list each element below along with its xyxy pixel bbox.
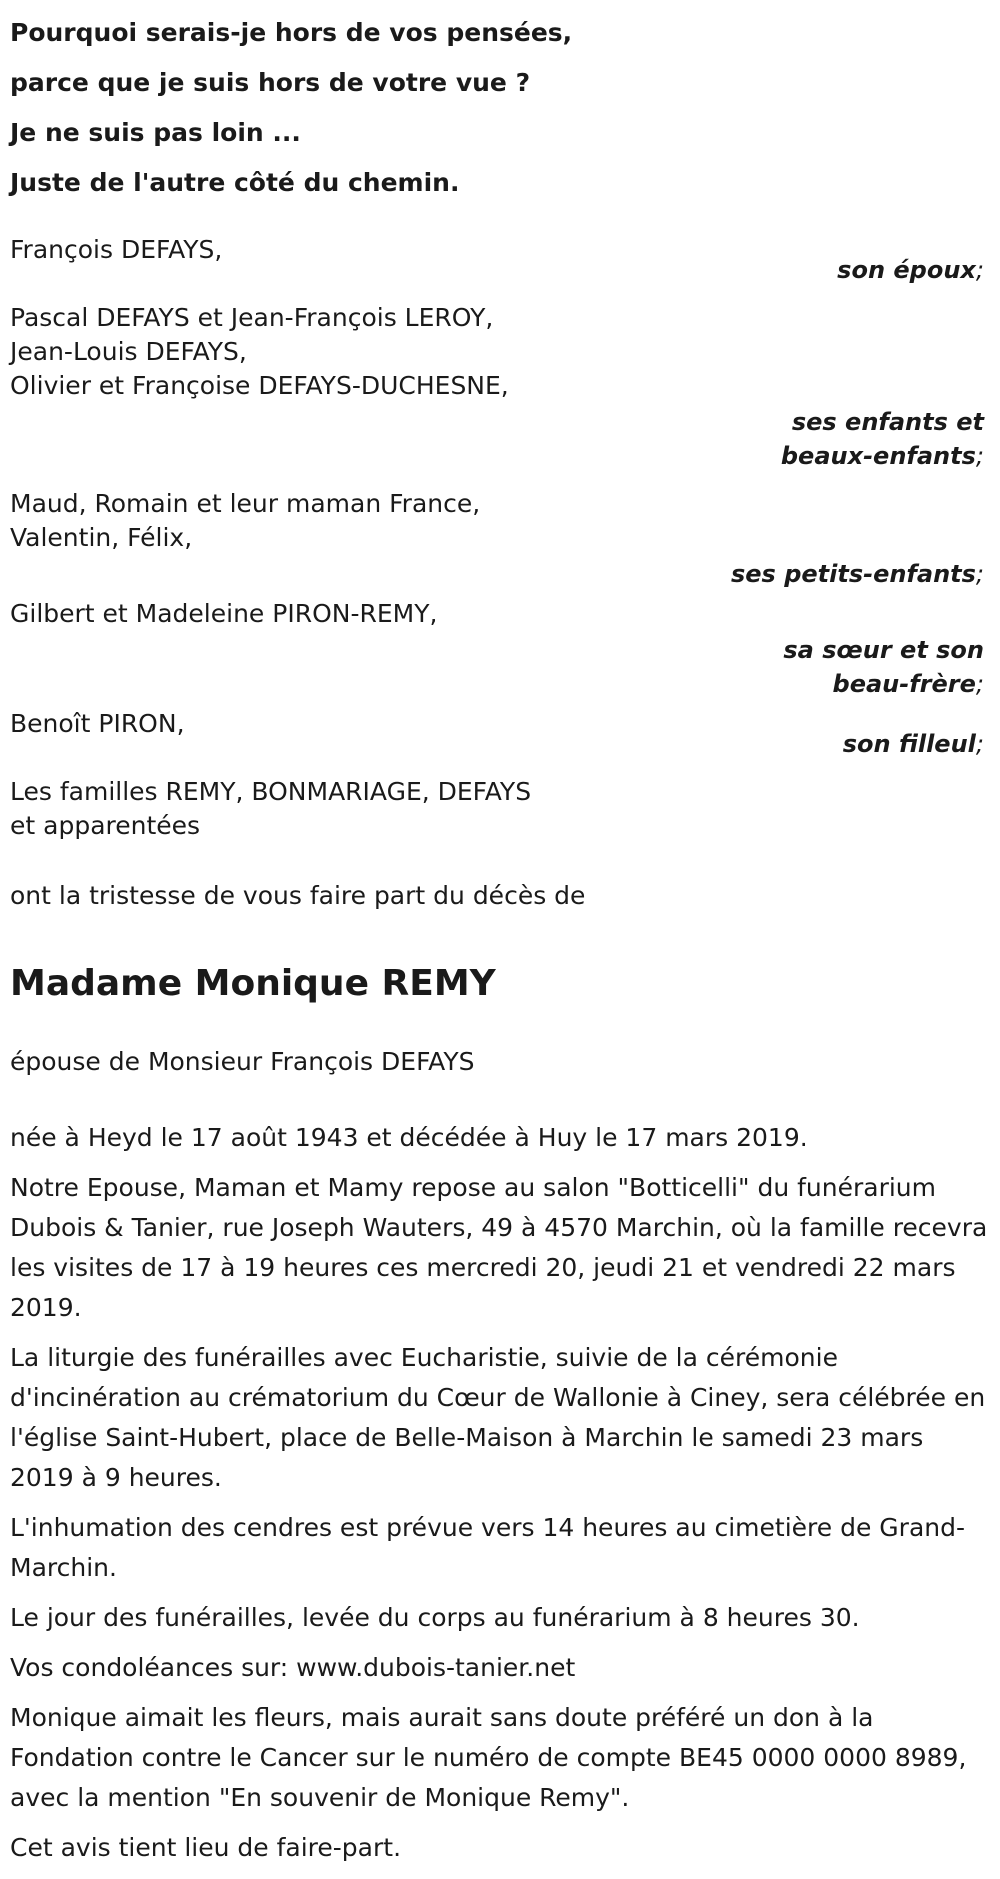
- family-group-sibling: [10, 594, 990, 704]
- poem-line: Juste de l'autre côté du chemin.: [10, 168, 460, 197]
- deceased-name: Madame Monique REMY: [10, 963, 496, 1004]
- relation-suffix: ;: [975, 560, 984, 588]
- family-group-godson: [10, 704, 990, 764]
- announcement-line: ont la tristesse de vous faire part du décès de: [10, 881, 586, 910]
- poem-line: Je ne suis pas loin ...: [10, 118, 301, 147]
- details: [10, 1118, 990, 1868]
- birth-death-paragraph: née à Heyd le 17 août 1943 et décédée à Huy le 17 mars 2019.: [10, 1123, 808, 1152]
- family-group-grandchildren: [10, 484, 990, 594]
- relation-label: [10, 554, 990, 594]
- condolences-paragraph: Vos condoléances sur: www.dubois-tanier.net: [10, 1653, 576, 1682]
- relation-suffix: ;: [975, 256, 984, 284]
- family-name-line: Benoît PIRON,: [10, 709, 185, 738]
- family-name-line: Olivier et Françoise DEFAYS-DUCHESNE,: [10, 371, 509, 400]
- family-group-families: [10, 772, 990, 846]
- poem: [10, 8, 990, 208]
- spouse-line: épouse de Monsieur François DEFAYS: [10, 1047, 475, 1076]
- relation-text: son filleul: [842, 730, 976, 758]
- relation-text: beaux-enfants: [780, 442, 976, 470]
- family-name-line: Maud, Romain et leur maman France,: [10, 489, 481, 518]
- relation-label: [10, 436, 990, 476]
- family-name-line: Gilbert et Madeleine PIRON-REMY,: [10, 599, 438, 628]
- relation-suffix: ;: [975, 670, 984, 698]
- closing-paragraph: Cet avis tient lieu de faire-part.: [10, 1833, 402, 1862]
- relation-text: beau-frère: [832, 670, 976, 698]
- family-name-line: Jean-Louis DEFAYS,: [10, 337, 247, 366]
- relation-suffix: ;: [975, 730, 984, 758]
- family-list: [10, 230, 990, 846]
- family-group-children: [10, 298, 990, 476]
- relation-text: ses petits-enfants: [730, 560, 976, 588]
- visitation-paragraph: Notre Epouse, Maman et Mamy repose au salon "Botticelli" du funérarium Dubois & Tanier, rue Joseph Wauters, 49 à 4570 Marchin, où la famille recevra les visites de 17 à 19 heures ces mercredi 20, jeudi 21 et vendredi 22 mars 2019.: [10, 1173, 988, 1322]
- family-name-line: François DEFAYS,: [10, 235, 223, 264]
- liturgy-paragraph: La liturgie des funérailles avec Eucharistie, suivie de la cérémonie d'incinération au crématorium du Cœur de Wallonie à Ciney, sera célébrée en l'église Saint-Hubert, place de Belle-Maison à Marchin le samedi 23 mars 2019 à 9 heures.: [10, 1343, 986, 1492]
- family-group-spouse: [10, 230, 990, 290]
- relation-suffix: ;: [975, 442, 984, 470]
- family-name-line: et apparentées: [10, 811, 201, 840]
- family-name-line: Valentin, Félix,: [10, 523, 193, 552]
- family-name-line: Les familles REMY, BONMARIAGE, DEFAYS: [10, 777, 532, 806]
- family-name-line: Pascal DEFAYS et Jean-François LEROY,: [10, 303, 494, 332]
- relation-text: son époux: [837, 256, 976, 284]
- relation-text: ses enfants et: [791, 408, 984, 436]
- inhumation-paragraph: L'inhumation des cendres est prévue vers 14 heures au cimetière de Grand-Marchin.: [10, 1513, 965, 1582]
- funeral-day-paragraph: Le jour des funérailles, levée du corps au funérarium à 8 heures 30.: [10, 1603, 860, 1632]
- donation-paragraph: Monique aimait les fleurs, mais aurait sans doute préféré un don à la Fondation contre le Cancer sur le numéro de compte BE45 0000 0000 8989, avec la mention "En souvenir de Monique Remy".: [10, 1703, 967, 1812]
- poem-line: parce que je suis hors de votre vue ?: [10, 68, 531, 97]
- relation-text: sa sœur et son: [783, 636, 984, 664]
- relation-label: [10, 664, 990, 704]
- poem-line: Pourquoi serais-je hors de vos pensées,: [10, 18, 573, 47]
